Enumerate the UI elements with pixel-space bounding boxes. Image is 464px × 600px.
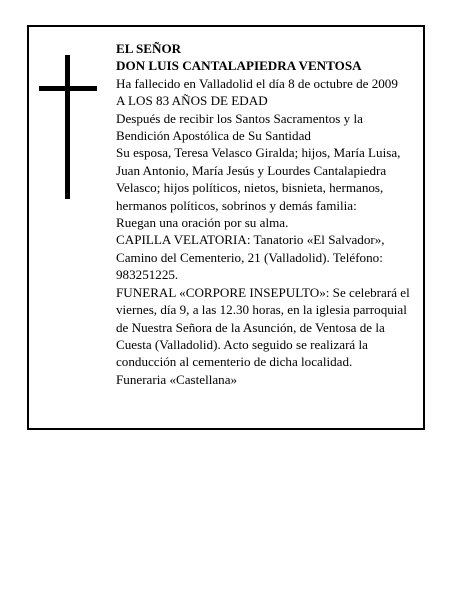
notice-line: Bendición Apostólica de Su Santidad <box>116 128 311 144</box>
notice-line: Camino del Cementerio, 21 (Valladolid). Teléfono: <box>116 249 383 265</box>
notice-line: hermanos políticos, sobrinos y demás familia: <box>116 197 357 213</box>
notice-line: A LOS 83 AÑOS DE EDAD <box>116 93 268 109</box>
cross-icon <box>39 55 97 199</box>
notice-line: Cuesta (Valladolid). Acto seguido se realizará la <box>116 336 368 352</box>
notice-title-name: DON LUIS CANTALAPIEDRA VENTOSA <box>116 58 362 74</box>
notice-line: conducción al cementerio de dicha localidad. <box>116 354 353 370</box>
notice-line: de Nuestra Señora de la Asunción, de Ventosa de la <box>116 319 385 335</box>
notice-line: Ruegan una oración por su alma. <box>116 215 289 231</box>
notice-line: CAPILLA VELATORIA: Tanatorio «El Salvador», <box>116 232 385 248</box>
notice-line: FUNERAL «CORPORE INSEPULTO»: Se celebrará el <box>116 284 410 300</box>
notice-text <box>116 40 421 388</box>
notice-line: Juan Antonio, María Jesús y Lourdes Cantalapiedra <box>116 162 387 178</box>
cross-vertical-bar <box>65 55 70 199</box>
notice-line: viernes, día 9, a las 12.30 horas, en la iglesia parroquial <box>116 302 407 318</box>
cross-horizontal-bar <box>39 86 97 91</box>
notice-line: 983251225. <box>116 267 179 283</box>
notice-line: Velasco; hijos políticos, nietos, bisnieta, hermanos, <box>116 180 384 196</box>
notice-line: Funeraria «Castellana» <box>116 371 238 387</box>
obituary-notice <box>27 25 425 430</box>
notice-line: Después de recibir los Santos Sacramentos y la <box>116 110 363 126</box>
notice-line: Ha fallecido en Valladolid el día 8 de octubre de 2009 <box>116 75 398 91</box>
notice-title-honorific: EL SEÑOR <box>116 41 182 56</box>
notice-line: Su esposa, Teresa Velasco Giralda; hijos, María Luisa, <box>116 145 401 161</box>
